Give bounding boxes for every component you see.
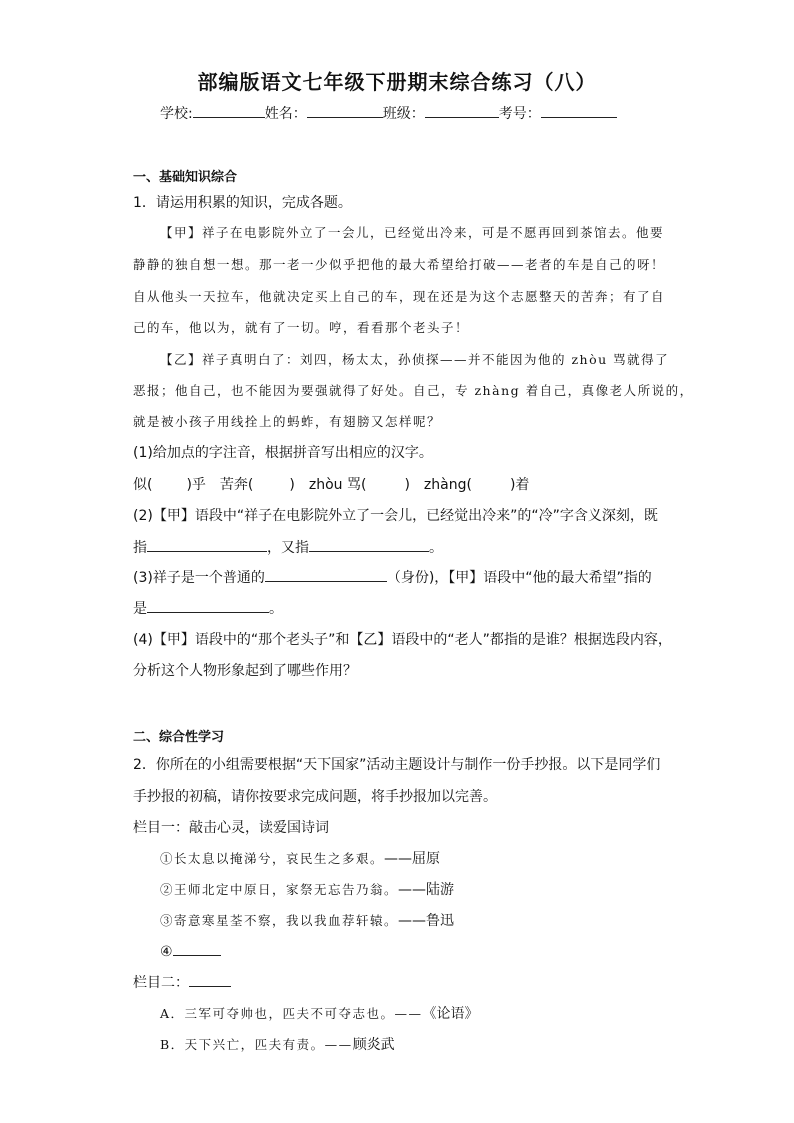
sub-question-3-line1 [133,567,652,587]
sub3-shi-label: 是 [133,601,147,617]
poem-1 [160,848,440,868]
sub2-ji-label: 指 [133,540,147,556]
sub3-period: 。 [269,601,283,617]
name-label: 姓名： [264,106,307,122]
blank-label-kuben: )乎 苦奔( [186,477,254,493]
quote-a-text: A．三军可夺帅也，匹夫不可夺志也。—— [160,1006,423,1021]
column1-title: 栏目一：敲击心灵，读爱国诗词 [133,820,329,836]
sub-question-2-line1: (2)【甲】语段中“祥子在电影院外立了一会儿，已经觉出冷来”的“冷”字含义深刻，既 [133,508,658,524]
passage-jia-line2: 静静的独自想一想。那一老一少似乎把他的最大希望给打破——老者的车是自己的呀！ [133,257,666,272]
sub-question-1-blanks [133,474,529,494]
sub2-period: 。 [429,540,443,556]
sub-question-1: (1)给加点的字注音，根据拼音写出相应的汉字。 [133,445,433,461]
poem-3 [160,910,454,930]
quote-b-source: 顾炎武 [352,1037,395,1053]
student-info-row [160,103,680,123]
section1-heading: 一、基础知识综合 [133,170,238,185]
poem-1-text: ①长太息以掩涕兮，哀民生之多艰。 [160,851,385,866]
page-title: 部编版语文七年级下册期末综合练习（八） [197,70,597,94]
poem-4-number: ④ [160,944,173,960]
quote-b [160,1034,395,1054]
school-label: 学校: [160,106,193,122]
answer-blank-2b[interactable] [309,537,429,552]
column2-title [133,972,231,992]
sub3-suffix: （身份)，【甲】语段中“他的最大希望”指的 [386,570,652,586]
number-label: 考号： [498,106,541,122]
section2-heading: 二、综合性学习 [133,730,225,745]
passage-jia-line1: 【甲】祥子在电影院外立了一会儿，已经觉出冷来，可是不愿再回到茶馆去。他要 [160,225,665,240]
passage-yi-line1: 【乙】祥子真明白了：刘四，杨太太，孙侦探——并不能因为他的 zhòu 骂就得了 [160,352,670,367]
passage-jia-line4: 己的车，他以为，就有了一切。哼，看看那个老头子！ [133,320,470,335]
blank-label-zhe: )着 [509,477,530,493]
poem-2-text: ②王师北定中原日，家祭无忘告乃翁。 [160,882,399,897]
quote-a-source: 《论语》 [422,1006,479,1022]
passage-yi-line3: 就是被小孩子用线拴上的蚂蚱，有翅膀又怎样呢？ [133,414,442,429]
poem-3-author: ——鲁迅 [398,913,455,929]
question2-line2: 手抄报的初稿，请你按要求完成问题，将手抄报加以完善。 [133,789,497,805]
sub-question-4-line1: (4)【甲】语段中的“那个老头子”和【乙】语段中的“老人”都指的是谁？根据选段内容， [133,632,672,648]
poem-3-text: ③寄意寒星荃不察，我以我血荐轩辕。 [160,913,399,928]
answer-blank-2a[interactable] [147,537,267,552]
number-blank [541,103,617,118]
quote-a [160,1003,479,1023]
question2-line1: 2．你所在的小组需要根据“天下国家”活动主题设计与制作一份手抄报。以下是同学们 [133,757,661,773]
passage-yi-line2: 恶报；他自己，也不能因为要强就得了好处。自己，专 zhàng 着自己，真像老人所说的， [133,383,694,398]
sub3-prefix: (3)祥子是一个普通的 [133,570,265,586]
passage-jia-line3: 自从他头一天拉车，他就决定买上自己的车，现在还是为这个志愿整天的苦奔；有了自 [133,289,666,304]
poem-2 [160,879,454,899]
question1-stem: 1．请运用积累的知识，完成各题。 [133,195,352,211]
sub-question-3-line2 [133,598,283,618]
sub2-youzhi-label: ，又指 [267,540,309,556]
school-blank [193,103,265,118]
poem-1-author: ——屈原 [384,851,441,867]
class-label: 班级： [382,106,425,122]
sub-question-4-line2: 分析这个人物形象起到了哪些作用？ [133,663,357,679]
sub-question-2-line2 [133,537,443,557]
blank-label-zhang: ) zhàng( [404,477,472,493]
name-blank [307,103,383,118]
poem-4 [160,941,221,960]
poem-2-author: ——陆游 [398,882,455,898]
answer-blank-3b[interactable] [147,598,269,613]
column2-label: 栏目二： [133,975,189,991]
blank-label-zhou: ) zhòu 骂( [289,477,367,493]
column2-blank[interactable] [189,972,231,987]
quote-b-text: B．天下兴亡，匹夫有责。—— [160,1037,353,1052]
answer-blank-3a[interactable] [265,567,387,582]
class-blank [425,103,499,118]
poem-4-blank[interactable] [173,941,221,956]
blank-label-si: 似( [133,477,153,493]
